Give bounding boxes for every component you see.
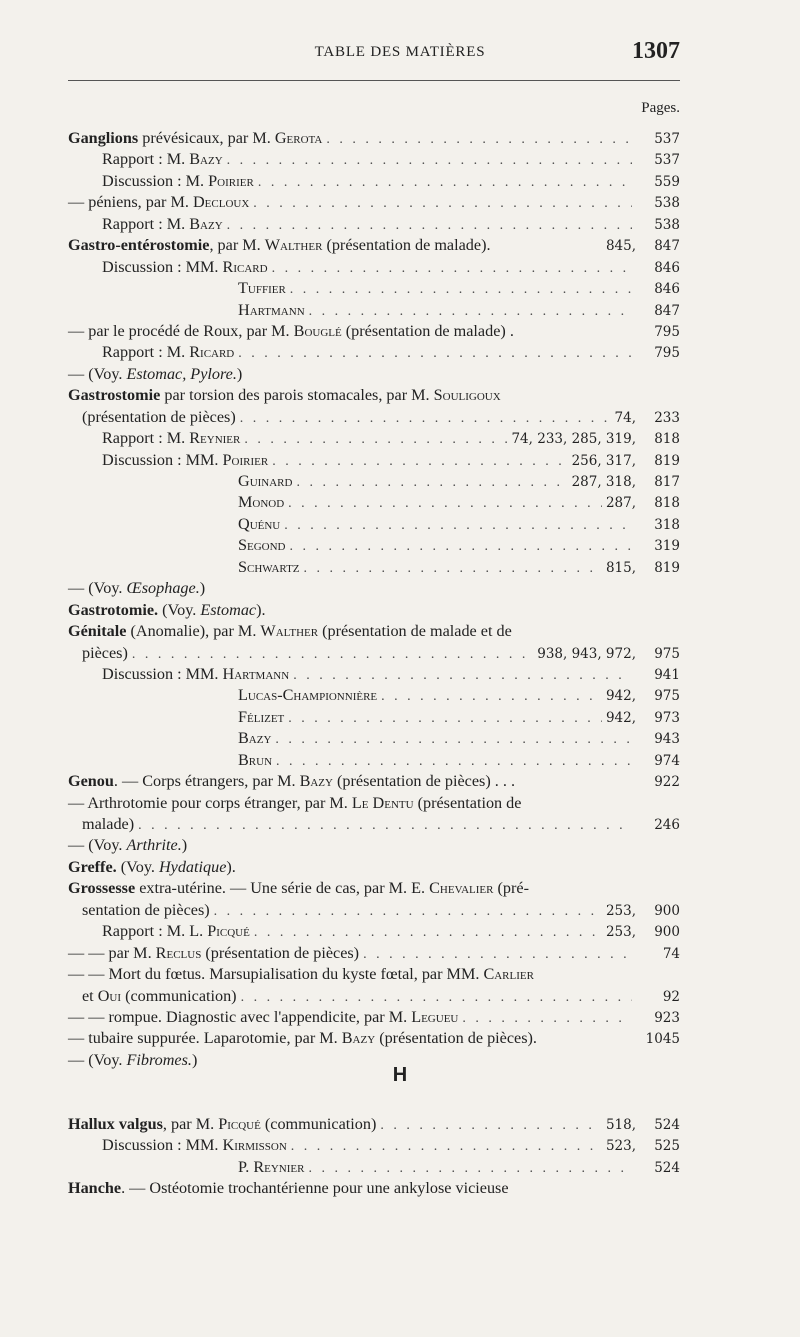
index-entry: [68, 643, 680, 664]
index-entry: [68, 321, 680, 342]
author-name: Bouglé: [293, 321, 342, 340]
author-name: Bazy: [299, 772, 333, 791]
entry-text: [82, 407, 236, 428]
entry-description: Rapport : M. L.: [102, 922, 208, 941]
page-ref-final: 1045: [645, 1031, 680, 1048]
entry-description: — — par M.: [68, 943, 156, 962]
entry-description: Discussion : MM.: [102, 664, 223, 683]
dot-leader: [258, 172, 632, 193]
author-name: Poirier: [208, 171, 254, 190]
page-ref-final: 318: [654, 516, 680, 533]
index-entry: [68, 428, 680, 449]
entry-description-tail: ): [191, 1050, 198, 1069]
page-ref-final: 900: [654, 902, 680, 919]
entry-heading: Genou: [68, 772, 114, 791]
author-name: Bazy: [238, 729, 272, 748]
index-entry: [68, 1114, 680, 1135]
entry-text: [68, 1007, 458, 1028]
entry-description-tail: ): [236, 364, 243, 383]
entry-description: — (Voy.: [68, 364, 127, 383]
page-references: 523,: [605, 1138, 636, 1155]
entry-text: [68, 364, 242, 385]
index-entry: [68, 835, 680, 856]
entry-text: [82, 814, 134, 835]
entry-description: — (Voy.: [68, 1050, 127, 1069]
entry-description: (Voy.: [116, 857, 159, 876]
dot-leader: [288, 708, 602, 729]
dot-leader: [290, 279, 632, 300]
entry-text: [68, 578, 205, 599]
dot-leader: [132, 644, 533, 665]
page-ref-final: 795: [654, 323, 680, 340]
dot-leader: [238, 343, 632, 364]
dot-leader: [272, 258, 632, 279]
index-entry: [68, 750, 680, 771]
entry-text: [68, 943, 359, 964]
entry-description: (Voy.: [158, 600, 201, 619]
index-entry: [68, 171, 680, 192]
dot-leader: [227, 215, 632, 236]
index-entry: [68, 235, 680, 256]
index-entry: [68, 471, 680, 492]
entry-text: [68, 1178, 509, 1199]
entry-description: — par le procédé de Roux, par M.: [68, 321, 294, 340]
entry-description: sentation de pièces): [82, 900, 210, 919]
entry-text: [68, 621, 512, 642]
index-entry: [68, 857, 680, 878]
entry-description: — (Voy.: [68, 836, 127, 855]
author-name: Félizet: [238, 707, 285, 726]
entry-description: — — Mort du fœtus. Marsupialisation du kyste fœtal, par MM.: [68, 965, 484, 984]
index-entry: [68, 192, 680, 213]
entry-text: [68, 600, 266, 621]
section-letter: H: [392, 1064, 408, 1086]
entry-text: [102, 149, 223, 170]
author-name: Monod: [238, 493, 285, 512]
page-references: 253,: [605, 924, 636, 941]
page-ref-final: 525: [654, 1138, 680, 1155]
author-name: Le Dentu: [351, 793, 414, 812]
index-entry: [68, 814, 680, 835]
page-ref-final: 847: [654, 302, 680, 319]
dot-leader: [138, 815, 632, 836]
entry-description: , par M.: [209, 236, 265, 255]
entry-text: [238, 278, 286, 299]
dot-leader: [240, 408, 611, 429]
entry-text: [68, 192, 249, 213]
index-entry: [68, 450, 680, 471]
index-entry: [68, 793, 680, 814]
author-name: Walther: [260, 622, 319, 641]
page-ref-final: 246: [654, 817, 680, 833]
page-references: 845,: [605, 238, 636, 255]
entry-text: [68, 793, 521, 814]
page-ref-final: 846: [654, 259, 680, 276]
entry-text: [238, 685, 377, 706]
running-header-title: TABLE DES MATIÈRES: [314, 44, 486, 60]
page-ref-final: 817: [654, 474, 680, 490]
cross-reference: Arthrite.: [126, 836, 182, 855]
page-ref-final: 943: [654, 731, 680, 748]
entry-description: Rapport : M.: [102, 343, 190, 362]
entry-description: (Anomalie), par M.: [126, 622, 261, 641]
index-entries-h: [68, 1114, 680, 1200]
entry-text: [238, 557, 300, 578]
author-name: Bazy: [189, 150, 223, 169]
page-references: 942,: [605, 688, 636, 705]
author-name: Segond: [238, 536, 286, 555]
author-name: Lucas-Championnière: [238, 686, 378, 705]
page-ref-final: 524: [654, 1159, 680, 1176]
entry-description-tail: (présentation de malade et de: [318, 622, 512, 641]
index-entry: [68, 878, 680, 899]
author-name: Kirmisson: [222, 1136, 287, 1155]
entry-description: , par M.: [162, 1115, 219, 1133]
entry-description: Rapport : M.: [102, 429, 190, 448]
index-entry: [68, 685, 680, 706]
entry-description-tail: ).: [256, 600, 266, 619]
entry-description: Discussion : M.: [102, 171, 209, 190]
page-ref-final: 524: [654, 1117, 680, 1133]
entry-description: — Arthrotomie pour corps étranger, par M.: [68, 793, 352, 812]
page-references: 256, 317,: [571, 452, 636, 469]
entry-description: — péniens, par M.: [68, 193, 193, 212]
entry-text: [68, 878, 529, 899]
index-entry: [68, 257, 680, 278]
entry-text: [102, 450, 268, 471]
entry-text: [68, 128, 322, 149]
page-ref-final: 538: [654, 216, 680, 233]
entry-description: . — Corps étrangers, par M.: [113, 772, 300, 791]
entry-text: [102, 171, 254, 192]
index-entry: [68, 578, 680, 599]
cross-reference: Œsophage.: [126, 579, 200, 598]
index-entry: [68, 514, 680, 535]
dot-leader: [288, 493, 602, 514]
index-entry: [68, 1157, 680, 1178]
page-ref-final: 900: [654, 924, 680, 941]
author-name: Gerota: [274, 129, 323, 147]
entry-description: Discussion : MM.: [102, 450, 223, 469]
entry-description-tail: (présentation de pièces) . . .: [332, 772, 516, 791]
entry-text: [238, 728, 271, 749]
dot-leader: [290, 536, 633, 557]
page-ref-final: 74: [662, 945, 680, 962]
author-name: Reclus: [155, 943, 202, 962]
entry-description: et: [82, 986, 98, 1005]
page-ref-final: 818: [654, 495, 680, 512]
page-ref-final: 818: [654, 431, 680, 448]
cross-reference: Fibromes.: [126, 1050, 192, 1069]
entry-text: [238, 471, 292, 492]
dot-leader: [380, 1115, 602, 1136]
entry-text: [68, 1114, 376, 1135]
cross-reference: Hydatique: [158, 857, 227, 876]
page-ref-final: 537: [654, 131, 680, 147]
author-name: Hartmann: [222, 664, 290, 683]
dot-leader: [326, 129, 632, 150]
index-entry: [68, 1007, 680, 1028]
page-ref-final: 92: [662, 988, 680, 1005]
author-name: Guinard: [238, 472, 293, 490]
entry-description-tail: ): [181, 836, 188, 855]
index-entry: [68, 385, 680, 406]
author-name: Ricard: [222, 257, 268, 276]
entry-text: [102, 1135, 287, 1156]
index-entry: [68, 214, 680, 235]
author-name: Picqué: [207, 922, 250, 941]
author-name: Poirier: [222, 450, 269, 469]
dot-leader: [272, 451, 567, 472]
entry-heading: Génitale: [68, 622, 127, 641]
page-references: 253,: [605, 902, 636, 919]
entry-heading: Gastrotomie.: [68, 600, 159, 619]
dot-leader: [381, 686, 602, 707]
entry-heading: Gastro-entérostomie: [68, 236, 210, 255]
author-name: Bazy: [189, 214, 223, 233]
author-name: Schwartz: [238, 557, 300, 576]
index-entry: [68, 964, 680, 985]
entry-description: P.: [238, 1157, 254, 1176]
entry-text: [82, 986, 237, 1007]
author-name: Chevalier: [429, 879, 494, 898]
entry-description: Discussion : MM.: [102, 1136, 223, 1155]
entry-description: malade): [82, 815, 135, 833]
entry-text: [238, 514, 280, 535]
entry-heading: Greffe.: [68, 857, 117, 876]
entry-heading: Gastrostomie: [68, 386, 161, 405]
entry-heading: Hanche: [68, 1179, 122, 1198]
page-ref-final: 819: [654, 559, 680, 576]
dot-leader: [214, 901, 602, 922]
author-name: Reynier: [189, 429, 241, 448]
entry-text: [238, 492, 284, 513]
page-references: 74,: [614, 409, 636, 426]
entry-description: Rapport : M.: [102, 214, 190, 233]
page-references: 815,: [605, 559, 636, 576]
page-references: 518,: [605, 1117, 636, 1133]
page-ref-final: 319: [654, 538, 680, 555]
index-entry: [68, 1178, 680, 1199]
index-entry: [68, 771, 680, 792]
dot-leader: [284, 515, 632, 536]
index-entry: [68, 921, 680, 942]
entry-description: — — rompue. Diagnostic avec l'appendicite, par M.: [68, 1007, 412, 1026]
dot-leader: [253, 193, 632, 214]
entry-description: par torsion des parois stomacales, par M.: [160, 386, 434, 405]
author-name: Decloux: [192, 193, 250, 212]
page-references: 938, 943, 972,: [537, 645, 636, 662]
dot-leader: [296, 472, 567, 493]
entry-description-tail: (pré-: [493, 879, 529, 898]
dot-leader: [241, 987, 632, 1008]
index-entry: [68, 621, 680, 642]
page-ref-final: 974: [654, 752, 680, 769]
dot-leader: [304, 558, 602, 579]
index-entry: [68, 986, 680, 1007]
entry-heading: Grossesse: [68, 879, 136, 898]
dot-leader: [363, 944, 632, 965]
header-rule: [68, 80, 680, 81]
page-references: 74, 233, 285, 319,: [511, 431, 636, 448]
entry-text: [68, 235, 491, 256]
page-ref-final: 819: [654, 452, 680, 469]
entry-text: [68, 857, 236, 878]
entry-text: [68, 835, 187, 856]
entry-description: extra-utérine. — Une série de cas, par M. E.: [135, 879, 430, 898]
entry-description: (présentation de pièces): [82, 407, 236, 426]
index-entry: [68, 664, 680, 685]
entry-description-tail: (communication): [260, 1115, 377, 1133]
entry-description: pièces): [82, 643, 128, 662]
author-name: Brun: [238, 750, 273, 769]
author-name: Tuffier: [238, 279, 286, 298]
index-entry: [68, 407, 680, 428]
dot-leader: [293, 665, 632, 686]
index-entry: [68, 492, 680, 513]
index-entry: [68, 728, 680, 749]
dot-leader: [308, 1158, 632, 1179]
dot-leader: [462, 1008, 632, 1029]
page-number: 1307: [632, 38, 680, 64]
index-entry: [68, 149, 680, 170]
author-name: Hartmann: [238, 300, 305, 319]
entry-description-tail: ): [199, 579, 206, 598]
page-ref-final: 975: [654, 688, 680, 705]
page-ref-final: 233: [654, 409, 680, 426]
cross-reference: Estomac: [200, 600, 257, 619]
entry-text: [238, 300, 305, 321]
author-name: Ricard: [189, 343, 235, 362]
entry-description-tail: (présentation de malade) .: [341, 321, 514, 340]
entry-heading: Ganglions: [68, 129, 139, 147]
page-references: 287, 318,: [571, 474, 636, 490]
entry-text: [102, 214, 223, 235]
pages-column-label: Pages.: [641, 100, 680, 116]
index-entry: [68, 600, 680, 621]
entry-text: [238, 535, 286, 556]
dot-leader: [276, 751, 632, 772]
entry-description: prévésicaux, par M.: [138, 129, 275, 147]
entry-heading: Hallux valgus: [68, 1115, 163, 1133]
author-name: Carlier: [483, 965, 534, 984]
index-entry: [68, 900, 680, 921]
entry-description-tail: (communication): [121, 986, 237, 1005]
entry-description-tail: (présentation de pièces).: [375, 1029, 537, 1048]
index-entries-g: [68, 128, 680, 1071]
index-entry: [68, 364, 680, 385]
author-name: Souligoux: [433, 386, 501, 405]
dot-leader: [244, 429, 507, 450]
author-name: Reynier: [253, 1157, 305, 1176]
page-ref-final: 537: [654, 152, 680, 169]
author-name: Walther: [264, 236, 323, 255]
entry-text: [82, 643, 128, 664]
entry-text: [68, 385, 501, 406]
page-ref-final: 847: [654, 238, 680, 255]
entry-description: Discussion : MM.: [102, 257, 223, 276]
entry-description: . — Ostéotomie trochantérienne pour une ankylose vicieuse: [121, 1179, 509, 1198]
entry-text: [238, 707, 284, 728]
entry-text: [68, 964, 534, 985]
index-entry: [68, 278, 680, 299]
page-references: 942,: [605, 709, 636, 726]
page-ref-final: 973: [654, 709, 680, 726]
page-ref-final: 941: [654, 666, 680, 683]
page-ref-final: 559: [654, 173, 680, 190]
cross-reference: Estomac, Pylore.: [126, 364, 237, 383]
index-entry: [68, 300, 680, 321]
entry-description-tail: (présentation de: [413, 793, 522, 812]
entry-text: [102, 342, 234, 363]
page-ref-final: 846: [654, 281, 680, 298]
dot-leader: [309, 301, 632, 322]
dot-leader: [254, 922, 602, 943]
entry-description-tail: (présentation de pièces): [201, 943, 360, 962]
page-ref-final: 975: [654, 645, 680, 662]
dot-leader: [227, 150, 632, 171]
author-name: Picqué: [218, 1115, 261, 1133]
author-name: Oui: [97, 986, 122, 1005]
entry-text: [68, 771, 515, 792]
index-entry: [68, 1028, 680, 1049]
index-entry: [68, 128, 680, 149]
entry-text: [102, 257, 268, 278]
dot-leader: [291, 1136, 602, 1157]
entry-text: [238, 750, 272, 771]
entry-text: [238, 1157, 304, 1178]
index-entry: [68, 342, 680, 363]
entry-text: [102, 921, 250, 942]
page-ref-final: 538: [654, 195, 680, 212]
entry-text: [82, 900, 210, 921]
entry-text: [102, 428, 240, 449]
index-entry: [68, 707, 680, 728]
author-name: Quénu: [238, 514, 281, 533]
page-references: 287,: [605, 495, 636, 512]
entry-description: — (Voy.: [68, 579, 127, 598]
index-entry: [68, 943, 680, 964]
dot-leader: [275, 729, 632, 750]
entry-description: Rapport : M.: [102, 150, 190, 169]
index-entry: [68, 557, 680, 578]
entry-description-tail: ).: [226, 857, 236, 876]
entry-text: [68, 321, 514, 342]
entry-text: [68, 1028, 537, 1049]
entry-description: — tubaire suppurée. Laparotomie, par M.: [68, 1029, 342, 1048]
author-name: Bazy: [341, 1029, 376, 1048]
entry-description-tail: (présentation de malade).: [322, 236, 491, 255]
index-entry: [68, 1135, 680, 1156]
author-name: Legueu: [411, 1007, 459, 1026]
index-entry: [68, 535, 680, 556]
page-ref-final: 795: [654, 345, 680, 362]
page-ref-final: 922: [654, 774, 680, 791]
page-ref-final: 923: [654, 1009, 680, 1026]
entry-text: [102, 664, 289, 685]
